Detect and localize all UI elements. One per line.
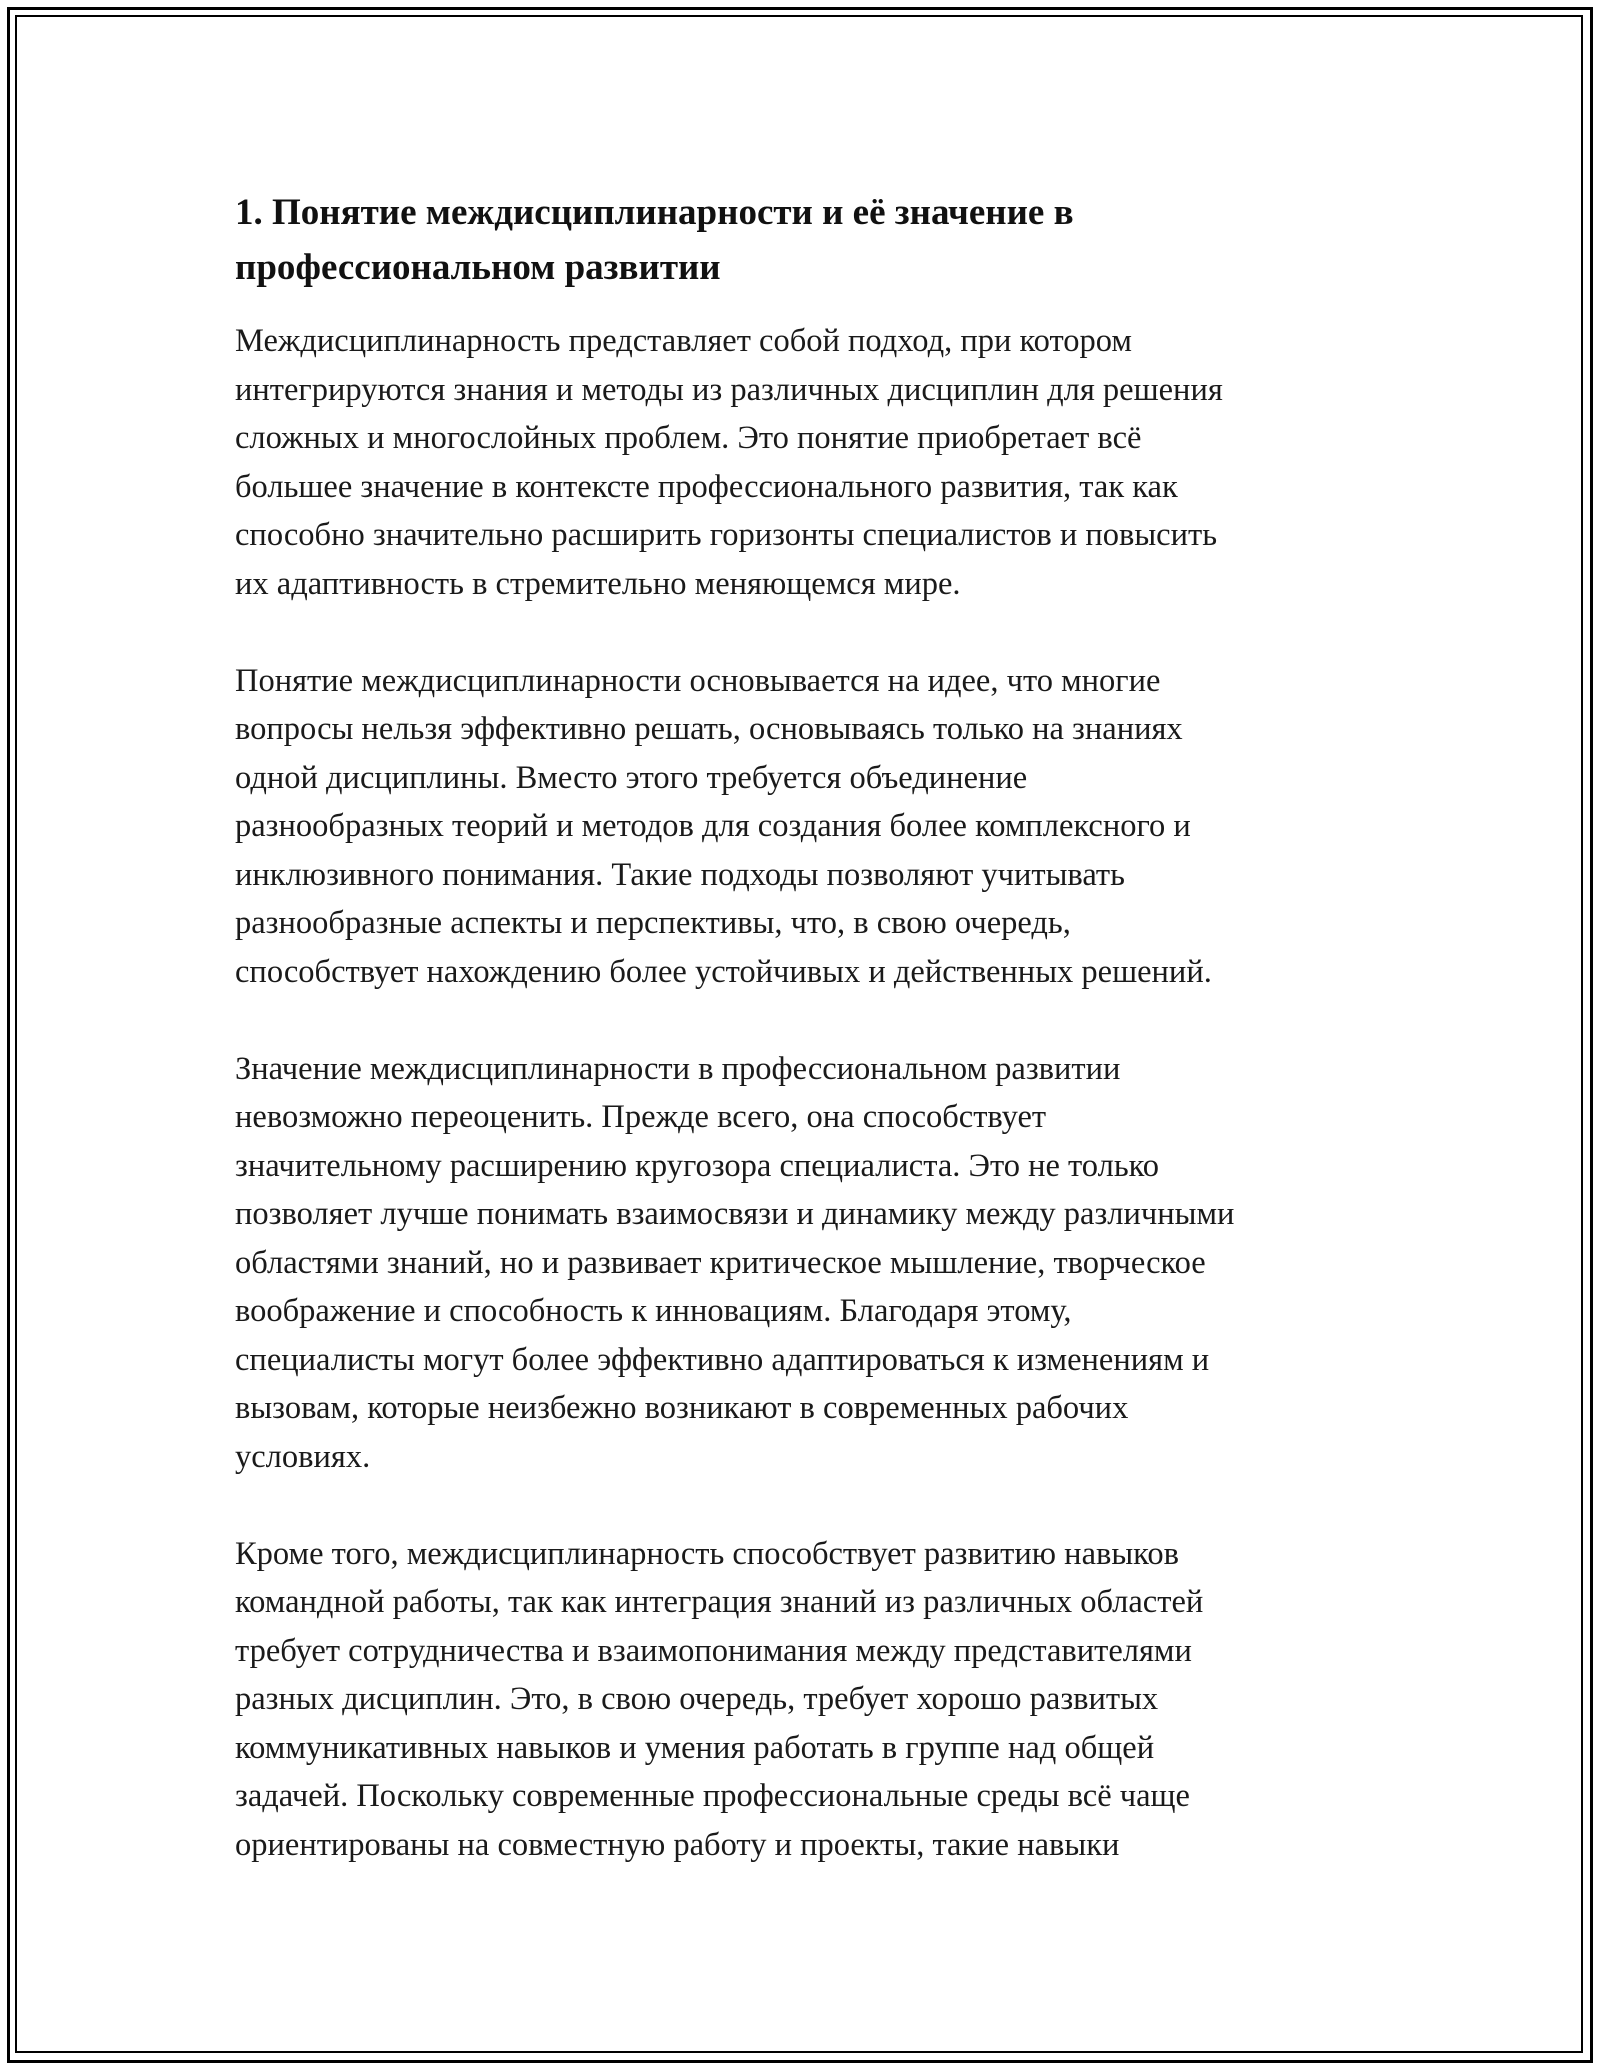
text-line: их адаптивность в стремительно меняющемся мире. xyxy=(235,565,961,602)
paragraph-1 xyxy=(235,317,1375,608)
text-line: вызовам, которые неизбежно возникают в современных рабочих xyxy=(235,1390,1129,1426)
text-line: специалисты могут более эффективно адаптироваться к изменениям и xyxy=(235,1341,1210,1378)
text-line: условиях. xyxy=(235,1438,371,1475)
text-line: способствует нахождению более устойчивых и действенных решений. xyxy=(235,953,1212,990)
paragraph-3 xyxy=(235,1045,1375,1482)
text-line: сложных и многослойных проблем. Это понятие приобретает всё xyxy=(235,420,1142,456)
text-line: разнообразных теорий и методов для создания более комплексного и xyxy=(235,808,1191,844)
text-line: Значение междисциплинарности в профессиональном развитии xyxy=(235,1050,1121,1087)
text-line: способно значительно расширить горизонты специалистов и повысить xyxy=(235,517,1218,553)
text-line: областями знаний, но и развивает критическое мышление, творческое xyxy=(235,1244,1206,1281)
text-line: большее значение в контексте профессионального развития, так как xyxy=(235,468,1178,505)
text-line: задачей. Поскольку современные профессиональные среды всё чаще xyxy=(235,1778,1190,1814)
text-line: Понятие междисциплинарности основывается на идее, что многие xyxy=(235,662,1161,699)
text-line: позволяет лучше понимать взаимосвязи и динамику между различными xyxy=(235,1196,1235,1232)
text-line: ориентированы на совместную работу и проекты, такие навыки xyxy=(235,1826,1120,1863)
paragraph-2 xyxy=(235,657,1375,997)
text-line: интегрируются знания и методы из различных дисциплин для решения xyxy=(235,371,1223,408)
text-line: командной работы, так как интеграция знаний из различных областей xyxy=(235,1584,1204,1620)
text-line: Кроме того, междисциплинарность способствует развитию навыков xyxy=(235,1535,1179,1572)
text-line: разных дисциплин. Это, в свою очередь, требует хорошо развитых xyxy=(235,1681,1159,1717)
text-line: значительному расширению кругозора специалиста. Это не только xyxy=(235,1147,1160,1184)
heading-line: профессиональном развитии xyxy=(235,247,721,288)
paragraph-4 xyxy=(235,1530,1375,1870)
text-line: невозможно переоценить. Прежде всего, она способствует xyxy=(235,1099,1047,1135)
text-line: Междисциплинарность представляет собой подход, при котором xyxy=(235,323,1132,359)
text-line: требует сотрудничества и взаимопонимания между представителями xyxy=(235,1632,1192,1669)
text-line: вопросы нельзя эффективно решать, основываясь только на знаниях xyxy=(235,711,1183,747)
text-line: разнообразные аспекты и перспективы, что, в свою очередь, xyxy=(235,905,1071,941)
text-line: воображение и способность к инновациям. Благодаря этому, xyxy=(235,1293,1072,1329)
heading-line: 1. Понятие междисциплинарности и её значение в xyxy=(235,192,1074,233)
text-line: коммуникативных навыков и умения работать в группе над общей xyxy=(235,1729,1155,1766)
document-body xyxy=(235,185,1375,1869)
section-heading xyxy=(235,185,1375,295)
text-line: одной дисциплины. Вместо этого требуется объединение xyxy=(235,759,1028,796)
text-line: инклюзивного понимания. Такие подходы позволяют учитывать xyxy=(235,856,1125,893)
